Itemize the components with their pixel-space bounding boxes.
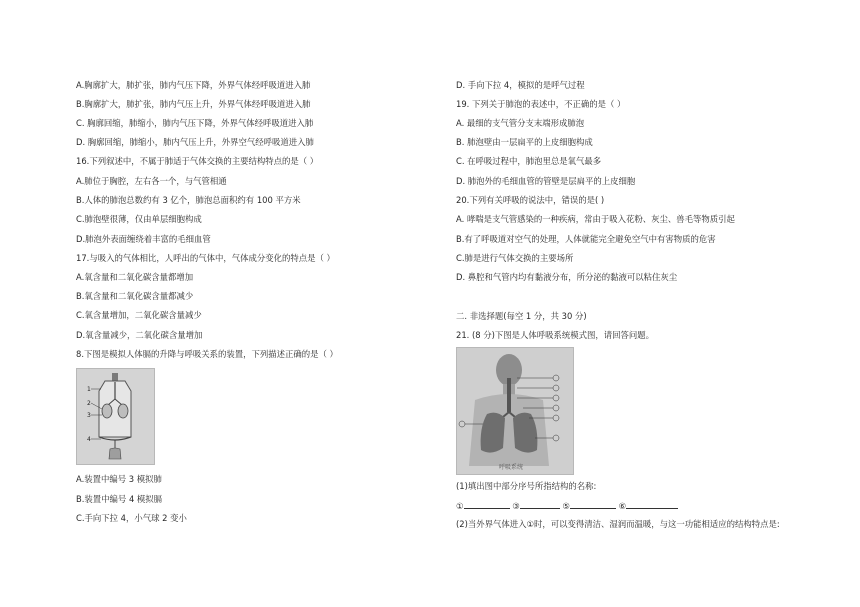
q20-stem: 20.下列有关呼吸的说法中，错误的是( ) bbox=[456, 195, 605, 205]
q18-option-a: A.装置中编号 3 模拟肺 bbox=[76, 474, 162, 484]
q15-option-a: A.胸廓扩大，肺扩张，肺内气压下降，外界气体经呼吸道进入肺 bbox=[76, 80, 311, 90]
figure-caption: 呼吸系统 bbox=[499, 464, 524, 471]
q19-option-a: A. 最细的支气管分支末端形成肺泡 bbox=[456, 118, 585, 128]
blank-5-marker: ⑤ bbox=[562, 501, 570, 511]
respiratory-system-illustration bbox=[457, 348, 573, 474]
q21-answer-blanks bbox=[456, 500, 678, 512]
q16-option-d: D.肺泡外表面缠绕着丰富的毛细血管 bbox=[76, 234, 211, 244]
q16-stem: 16.下列叙述中，不属于肺适于气体交换的主要结构特点的是（ ） bbox=[76, 156, 319, 166]
q17-option-d: D.氧含量减少，二氧化碳含量增加 bbox=[76, 330, 203, 340]
q19-option-d: D. 肺泡外的毛细血管的管壁是层扁平的上皮细胞 bbox=[456, 176, 636, 186]
q19-option-b: B. 肺泡壁由一层扁平的上皮细胞构成 bbox=[456, 137, 593, 147]
blank-3-marker: ③ bbox=[512, 501, 520, 511]
blank-1-marker: ① bbox=[456, 501, 464, 511]
q19-stem: 19. 下列关于肺泡的表述中，不正确的是（ ） bbox=[456, 99, 626, 109]
q15-option-c: C. 胸廓回缩，肺缩小，肺内气压下降，外界气体经呼吸道进入肺 bbox=[76, 118, 314, 128]
respiratory-system-figure bbox=[456, 347, 574, 475]
q20-option-a: A. 哮喘是支气管感染的一种疾病，常由于吸入花粉、灰尘、兽毛等物质引起 bbox=[456, 214, 735, 224]
bell-jar-illustration bbox=[77, 369, 154, 464]
q15-option-d: D. 胸廓回缩，肺缩小，肺内气压上升，外界空气经呼吸道进入肺 bbox=[76, 137, 314, 147]
q16-option-a: A.肺位于胸腔，左右各一个，与气管相通 bbox=[76, 176, 227, 186]
fig-label-1: 1 bbox=[87, 386, 91, 393]
blank-5-field[interactable] bbox=[570, 500, 616, 509]
q17-stem: 17.与吸入的气体相比，人呼出的气体中，气体成分变化的特点是（ ） bbox=[76, 253, 335, 263]
q17-option-c: C.氧含量增加，二氧化碳含量减少 bbox=[76, 310, 202, 320]
blank-6-field[interactable] bbox=[626, 500, 678, 509]
q18-stem: 8.下图是模拟人体膈的升降与呼吸关系的装置，下列描述正确的是（ ） bbox=[76, 349, 338, 359]
q21-stem: 21. (8 分)下图是人体呼吸系统模式图，请回答问题。 bbox=[456, 330, 655, 340]
q18-option-c: C.手向下拉 4，小气球 2 变小 bbox=[76, 513, 187, 523]
q20-option-c: C.肺是进行气体交换的主要场所 bbox=[456, 253, 574, 263]
fig-label-4: 4 bbox=[87, 436, 91, 443]
q20-option-d: D. 鼻腔和气管内均有黏液分布，所分泌的黏液可以粘住灰尘 bbox=[456, 272, 678, 282]
q21-sub1: (1)填出图中部分序号所指结构的名称: bbox=[456, 481, 597, 491]
section-heading: 二. 非选择题(每空 1 分，共 30 分) bbox=[456, 311, 587, 321]
q18-option-b: B.装置中编号 4 模拟膈 bbox=[76, 494, 163, 504]
fig-label-3: 3 bbox=[87, 412, 91, 419]
q17-option-b: B.氧含量和二氧化碳含量都减少 bbox=[76, 291, 194, 301]
blank-6-marker: ⑥ bbox=[618, 501, 627, 511]
q19-option-c: C. 在呼吸过程中，肺泡里总是氧气最多 bbox=[456, 156, 602, 166]
q18-option-d: D. 手向下拉 4，模拟的是呼气过程 bbox=[456, 80, 585, 90]
q15-option-b: B.胸廓扩大，肺扩张，肺内气压上升，外界气体经呼吸道进入肺 bbox=[76, 99, 311, 109]
q17-option-a: A.氧含量和二氧化碳含量都增加 bbox=[76, 272, 194, 282]
bell-jar-model-figure bbox=[76, 368, 155, 465]
q16-option-b: B.人体的肺泡总数约有 3 亿个，肺泡总面积约有 100 平方米 bbox=[76, 195, 301, 205]
q16-option-c: C.肺泡壁很薄，仅由单层细胞构成 bbox=[76, 214, 202, 224]
fig-label-2: 2 bbox=[87, 400, 91, 407]
blank-3-field[interactable] bbox=[520, 500, 560, 509]
blank-1-field[interactable] bbox=[464, 500, 510, 509]
q21-sub2: (2)当外界气体进入①时，可以变得清洁、湿润而温暖，与这一功能相适应的结构特点是: bbox=[456, 519, 780, 529]
q20-option-b: B.有了呼吸道对空气的处理，人体就能完全避免空气中有害物质的危害 bbox=[456, 234, 716, 244]
